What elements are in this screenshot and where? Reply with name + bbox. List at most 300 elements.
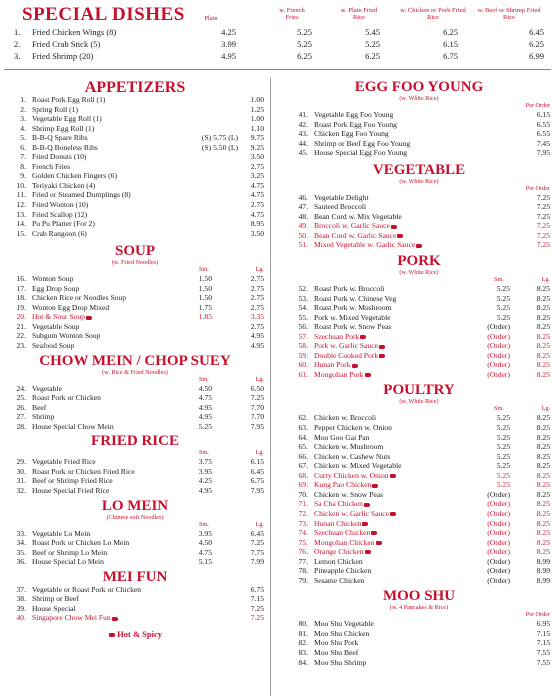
item-number: 61.	[298, 369, 308, 379]
item-number: 20.	[16, 312, 26, 322]
soup-title: SOUP	[114, 243, 155, 260]
item-name: Singapore Chow Mei Fun	[32, 613, 118, 623]
item-number: 49.	[298, 221, 308, 231]
menu-item-row	[6, 200, 264, 210]
item-name: Fried Scallop (12)	[32, 209, 88, 219]
item-price-large: 8.25	[536, 432, 550, 442]
item-price-small: (Order)	[487, 528, 510, 538]
menu-item-row	[288, 221, 550, 231]
item-size-prices: (S) 5.50 (L)	[201, 142, 238, 152]
item-price-large: 7.75	[250, 547, 264, 557]
menu-item-row	[288, 284, 550, 294]
item-price-large: 6.45	[250, 466, 264, 476]
item-size-prices: (S) 5.75 (L)	[201, 133, 238, 143]
eggfoo-column-headers	[288, 102, 550, 110]
item-price: 6.25	[365, 51, 380, 61]
menu-item-row	[6, 403, 264, 413]
eggfoo-title: EGG FOO YOUNG	[354, 79, 484, 95]
item-name: Roast Pork Egg Foo Young	[314, 119, 397, 129]
item-name: Golden Chicken Fingers (6)	[32, 171, 117, 181]
item-price-large: 8.25	[536, 470, 550, 480]
menu-item-row	[288, 370, 550, 380]
item-number: 23.	[16, 341, 26, 351]
item-price: 5.25	[297, 27, 312, 37]
menu-item-row	[6, 312, 264, 322]
mooshu-subtitle: (w. 4 Pancakes & Rice)	[389, 604, 449, 612]
item-number: 45.	[298, 148, 308, 158]
hot-spicy-icon	[109, 633, 115, 637]
item-price: 3.50	[250, 152, 264, 162]
menu-item-row	[6, 585, 264, 595]
menu-item-row	[6, 105, 264, 115]
item-price-large: 2.75	[250, 283, 264, 293]
item-number: 57.	[298, 331, 308, 341]
item-name: Shrimp or Beef	[32, 594, 79, 604]
item-price-small: 5.25	[496, 461, 510, 471]
menu-item-row	[6, 486, 264, 496]
item-number: 33.	[16, 528, 26, 538]
item-number: 11.	[16, 190, 26, 200]
col-header-french-fries: w. French Fries	[279, 7, 305, 21]
item-price: 7.25	[536, 240, 550, 250]
item-number: 83.	[298, 647, 308, 657]
item-name: Moo Shu Chicken	[314, 628, 370, 638]
item-number: 59.	[298, 350, 308, 360]
item-price: 4.25	[221, 27, 236, 37]
menu-item-row	[6, 341, 264, 351]
item-number: 37.	[16, 584, 26, 594]
item-price: 7.25	[536, 221, 550, 231]
item-price-large: 8.25	[536, 341, 550, 351]
menu-item-row	[6, 210, 264, 220]
item-price-large: 8.25	[536, 303, 550, 313]
item-name: Hot & Sour Soup	[32, 312, 92, 322]
menu-item-row	[288, 423, 550, 433]
item-name: Vegetable or Roast Pork or Chicken	[32, 584, 142, 594]
menu-item-row	[288, 212, 550, 222]
item-number: 22.	[16, 331, 26, 341]
vegetable-column-headers	[288, 185, 550, 193]
hot-spicy-icon	[390, 512, 396, 516]
item-number: 35.	[16, 547, 26, 557]
size-header-large: Lg.	[255, 375, 264, 383]
menu-item-row	[6, 229, 264, 239]
size-header-large: Per Order	[525, 184, 550, 192]
item-price: 7.95	[536, 148, 550, 158]
item-price-small: 5.25	[496, 413, 510, 423]
item-price: 6.95	[536, 619, 550, 629]
menu-item-row	[288, 110, 550, 120]
right-column	[288, 72, 550, 698]
lomein-title: LO MEIN	[101, 497, 169, 514]
special-dish-row	[14, 39, 544, 51]
item-name: Roast Pork w. Snow Peas	[314, 322, 392, 332]
item-price-large: 6.15	[250, 457, 264, 467]
item-price-small: (Order)	[487, 508, 510, 518]
hot-spicy-icon	[365, 373, 371, 377]
item-name: Chicken w. Garlic Sauce	[314, 509, 396, 519]
item-price-large: 8.25	[536, 480, 550, 490]
item-name: Spring Roll (1)	[32, 104, 78, 114]
item-price-small: (Order)	[487, 566, 510, 576]
item-price: 4.75	[250, 180, 264, 190]
item-price-large: 6.50	[250, 383, 264, 393]
item-number: 63.	[298, 423, 308, 433]
item-price: 7.25	[250, 603, 264, 613]
item-price: 1.00	[250, 95, 264, 104]
item-price-small: 3.95	[198, 528, 212, 538]
item-number: 68.	[298, 470, 308, 480]
item-price-small: (Order)	[487, 537, 510, 547]
item-number: 17.	[16, 283, 26, 293]
item-number: 34.	[16, 538, 26, 548]
item-number: 62.	[298, 413, 308, 423]
size-header-large: Lg.	[541, 405, 550, 413]
item-name: Chicken w. Mushroom	[314, 442, 384, 452]
friedrice-column-headers	[6, 449, 264, 457]
menu-item-row	[6, 181, 264, 191]
menu-item-row	[288, 619, 550, 629]
menu-item-row	[288, 547, 550, 557]
col-header-beef-shrimp-fried-rice: w. Beef or Shrimp Fried Rice	[477, 7, 541, 21]
hot-spicy-legend	[6, 629, 264, 639]
mooshu-column-headers	[288, 611, 550, 619]
menu-item-row	[288, 129, 550, 139]
item-price-small: (Order)	[487, 499, 510, 509]
item-price: 6.25	[297, 51, 312, 61]
item-name: Teriyaki Chicken (4)	[32, 180, 96, 190]
menu-item-row	[6, 293, 264, 303]
item-name: Vegetable Delight	[314, 192, 369, 202]
item-number: 8.	[20, 161, 26, 171]
item-price-small: 1.50	[198, 283, 212, 293]
item-price-large: 8.25	[536, 413, 550, 423]
item-name: Fried Shrimp (20)	[32, 51, 94, 61]
size-header-small: Sm.	[199, 520, 209, 528]
menu-item-row	[288, 519, 550, 529]
menu-item-row	[6, 284, 264, 294]
menu-item-row	[288, 240, 550, 250]
item-price-small: (Order)	[487, 322, 510, 332]
item-name: Roast Pork w. Mushroom	[314, 303, 392, 313]
chowmein-column-headers	[6, 376, 264, 384]
item-number: 64.	[298, 432, 308, 442]
item-number: 13.	[16, 209, 26, 219]
item-number: 66.	[298, 451, 308, 461]
item-price: 7.25	[536, 211, 550, 221]
menu-item-row	[288, 332, 550, 342]
item-number: 2.	[14, 39, 21, 49]
item-price: 7.25	[536, 230, 550, 240]
size-header-large: Lg.	[255, 266, 264, 274]
menu-item-row	[288, 528, 550, 538]
menu-item-row	[6, 190, 264, 200]
pork-column-headers	[288, 276, 550, 284]
item-name: Moo Shu Vegetable	[314, 619, 374, 629]
friedrice-title: FRIED RICE	[91, 433, 179, 450]
item-number: 19.	[16, 302, 26, 312]
item-price: 3.50	[250, 228, 264, 238]
menu-item-row	[6, 95, 264, 105]
poultry-title: POULTRY	[383, 382, 455, 399]
item-name: House Special	[32, 603, 76, 613]
vegetable-section	[288, 163, 550, 250]
hot-spicy-icon	[379, 345, 385, 349]
menu-item-row	[288, 566, 550, 576]
hot-spicy-icon	[372, 484, 378, 488]
item-name: Szechuan Chicken	[314, 528, 377, 538]
item-price-large: 8.99	[536, 575, 550, 585]
item-name: Beef or Shrimp Lo Mein	[32, 547, 108, 557]
item-price: 7.15	[536, 638, 550, 648]
item-price: 9.75	[250, 133, 264, 143]
item-number: 29.	[16, 457, 26, 467]
item-price-large: 6.45	[250, 528, 264, 538]
menu-item-row	[6, 171, 264, 181]
item-price-small: 4.95	[198, 402, 212, 412]
menu-item-row	[288, 471, 550, 481]
item-number: 73.	[298, 518, 308, 528]
menu-item-row	[288, 413, 550, 423]
item-number: 12.	[16, 200, 26, 210]
menu-item-row	[288, 648, 550, 658]
item-name: Chicken w. Cashew Nuts	[314, 451, 391, 461]
item-name: Mixed Vegetable w. Garlic Sauce	[314, 240, 422, 250]
item-price-small: 3.75	[198, 457, 212, 467]
item-price: 2.75	[250, 161, 264, 171]
item-number: 67.	[298, 461, 308, 471]
item-price: 3.25	[250, 171, 264, 181]
item-name: Pu Pu Platter (For 2)	[32, 219, 95, 229]
menu-item-row	[6, 538, 264, 548]
item-name: Roast Pork or Chicken Lo Mein	[32, 538, 130, 548]
left-column	[6, 72, 264, 698]
soup-subtitle: (w. Fried Noodles)	[111, 259, 159, 267]
size-header-small: Sm.	[199, 375, 209, 383]
size-header-small: Sm.	[494, 405, 504, 413]
item-price-large: 7.25	[250, 538, 264, 548]
item-price: 8.95	[250, 219, 264, 229]
item-number: 27.	[16, 412, 26, 422]
item-price-large: 8.25	[536, 442, 550, 452]
menu-item-row	[288, 490, 550, 500]
eggfoo-subtitle: (w. White Rice)	[399, 95, 439, 102]
item-number: 80.	[298, 619, 308, 629]
item-name: Bean Curd w. Mix Vegetable	[314, 211, 402, 221]
item-price: 6.45	[529, 27, 544, 37]
item-price: 7.55	[536, 657, 550, 667]
hot-spicy-icon	[391, 225, 397, 229]
meifun-title: MEI FUN	[102, 568, 168, 585]
item-price-small: (Order)	[487, 556, 510, 566]
menu-item-row	[288, 442, 550, 452]
item-price: 6.15	[536, 110, 550, 119]
item-number: 70.	[298, 489, 308, 499]
item-price-large: 8.99	[536, 556, 550, 566]
item-price: 7.25	[536, 202, 550, 212]
pork-section	[288, 254, 550, 379]
item-name: Chicken w. Broccoli	[314, 413, 377, 423]
size-header-large: Per Order	[525, 611, 550, 619]
hot-spicy-icon	[362, 522, 368, 526]
item-name: Wonton Soup	[32, 274, 74, 284]
item-number: 2.	[20, 104, 26, 114]
item-number: 4.	[20, 123, 26, 133]
item-price-small: 5.25	[496, 480, 510, 490]
item-name: Curry Chicken w. Onion	[314, 471, 396, 481]
item-price: 1.10	[250, 123, 264, 133]
menu-item-row	[6, 162, 264, 172]
item-number: 14.	[16, 219, 26, 229]
item-price-large: 7.95	[250, 485, 264, 495]
item-price-large: 2.75	[250, 274, 264, 284]
item-price-large: 8.25	[536, 312, 550, 322]
menu-item-row	[288, 303, 550, 313]
item-price-large: 7.95	[250, 421, 264, 431]
item-price-large: 8.99	[536, 566, 550, 576]
hot-spicy-icon	[371, 531, 377, 535]
item-number: 76.	[298, 547, 308, 557]
menu-item-row	[288, 629, 550, 639]
meifun-section	[6, 570, 264, 639]
item-price-small: 1.50	[198, 274, 212, 284]
item-price: 6.55	[536, 129, 550, 139]
hot-spicy-icon	[376, 541, 382, 545]
item-number: 21.	[16, 321, 26, 331]
item-price-large: 8.25	[536, 284, 550, 294]
item-number: 32.	[16, 485, 26, 495]
item-name: Sesame Chicken	[314, 575, 365, 585]
item-name: Sauteed Broccoli	[314, 202, 367, 212]
item-price: 6.75	[443, 51, 458, 61]
item-number: 28.	[16, 421, 26, 431]
item-price-large: 4.95	[250, 341, 264, 351]
vegetable-subtitle: (w. White Rice)	[399, 177, 439, 185]
poultry-section	[288, 383, 550, 585]
item-price: 5.25	[297, 39, 312, 49]
menu-item-row	[6, 613, 264, 623]
item-name: Hunan Pork	[314, 360, 358, 370]
item-price: 9.25	[250, 142, 264, 152]
item-price: 6.75	[250, 584, 264, 594]
item-name: Pepper Chicken w. Onion	[314, 423, 392, 433]
menu-item-row	[288, 576, 550, 586]
item-price-large: 8.25	[536, 537, 550, 547]
item-number: 30.	[16, 466, 26, 476]
item-price: 1.25	[250, 104, 264, 114]
item-number: 55.	[298, 312, 308, 322]
hot-spicy-icon	[352, 364, 358, 368]
item-name: Shrimp or Beef Egg Foo Young	[314, 138, 411, 148]
item-price: 7.25	[536, 192, 550, 202]
mooshu-title: MOO SHU	[382, 588, 456, 605]
item-name: Sa Cha Chicken	[314, 499, 370, 509]
item-name: Orange Chicken	[314, 547, 371, 557]
item-price: 7.55	[536, 647, 550, 657]
divider	[4, 69, 551, 70]
item-price-large: 3.35	[250, 312, 264, 322]
item-number: 5.	[20, 133, 26, 143]
item-price-large: 8.25	[536, 293, 550, 303]
item-name: Pork w. Garlic Sauce	[314, 341, 385, 351]
lomein-subtitle: (Chinese soft Noodles)	[106, 513, 164, 521]
item-name: Fried Chicken Wings (8)	[32, 27, 117, 37]
item-number: 51.	[298, 240, 308, 250]
item-price-small: 5.25	[496, 312, 510, 322]
item-price: 5.45	[365, 27, 380, 37]
item-number: 78.	[298, 566, 308, 576]
item-price-small: 5.25	[496, 303, 510, 313]
item-name: Fried Donuts (10)	[32, 152, 87, 162]
lomein-section	[6, 499, 264, 567]
item-price-small: 5.25	[496, 442, 510, 452]
size-header-small: Sm.	[199, 266, 209, 274]
item-price-large: 8.25	[536, 499, 550, 509]
hot-spicy-icon	[364, 503, 370, 507]
appetizers-title: APPETIZERS	[84, 79, 186, 96]
item-number: 18.	[16, 293, 26, 303]
menu-item-row	[288, 509, 550, 519]
item-name: Lemon Chicken	[314, 556, 363, 566]
item-number: 25.	[16, 393, 26, 403]
item-number: 48.	[298, 211, 308, 221]
menu-item-row	[6, 412, 264, 422]
item-price-large: 7.70	[250, 402, 264, 412]
menu-item-row	[288, 433, 550, 443]
menu-item-row	[6, 529, 264, 539]
item-number: 36.	[16, 557, 26, 567]
item-number: 10.	[16, 180, 26, 190]
item-price-large: 2.75	[250, 302, 264, 312]
chowmein-title: CHOW MEIN / CHOP SUEY	[39, 352, 231, 369]
item-name: House Special Lo Mein	[32, 557, 104, 567]
item-price: 6.55	[536, 119, 550, 129]
item-number: 54.	[298, 303, 308, 313]
pork-title: PORK	[397, 253, 441, 270]
menu-item-row	[6, 133, 264, 143]
item-price: 6.25	[529, 39, 544, 49]
menu-item-row	[288, 351, 550, 361]
item-number: 7.	[20, 152, 26, 162]
item-number: 41.	[298, 110, 308, 119]
item-name: Vegetable Lo Mein	[32, 528, 91, 538]
item-name: Broccoli w. Garlic Sauce	[314, 221, 397, 231]
special-dishes-title: SPECIAL DISHES	[22, 4, 185, 25]
menu-item-row	[6, 476, 264, 486]
item-price-large: 8.25	[536, 547, 550, 557]
menu-item-row	[6, 604, 264, 614]
item-number: 81.	[298, 628, 308, 638]
item-price: 6.25	[443, 27, 458, 37]
item-price-small: (Order)	[487, 547, 510, 557]
menu-item-row	[288, 452, 550, 462]
item-name: House Special Fried Rice	[32, 485, 110, 495]
item-price-small: (Order)	[487, 341, 510, 351]
hot-spicy-icon	[416, 244, 422, 248]
hot-spicy-icon	[397, 234, 403, 238]
item-price-small: (Order)	[487, 360, 510, 370]
item-number: 40.	[16, 613, 26, 623]
item-name: Double Cooked Pork	[314, 351, 385, 361]
menu-item-row	[6, 557, 264, 567]
item-number: 31.	[16, 476, 26, 486]
item-price-small: 5.25	[198, 421, 212, 431]
size-header-large: Lg.	[255, 449, 264, 457]
item-number: 65.	[298, 442, 308, 452]
special-dish-row	[14, 51, 544, 63]
item-price-small: 4.95	[198, 412, 212, 422]
item-price: 7.15	[536, 628, 550, 638]
